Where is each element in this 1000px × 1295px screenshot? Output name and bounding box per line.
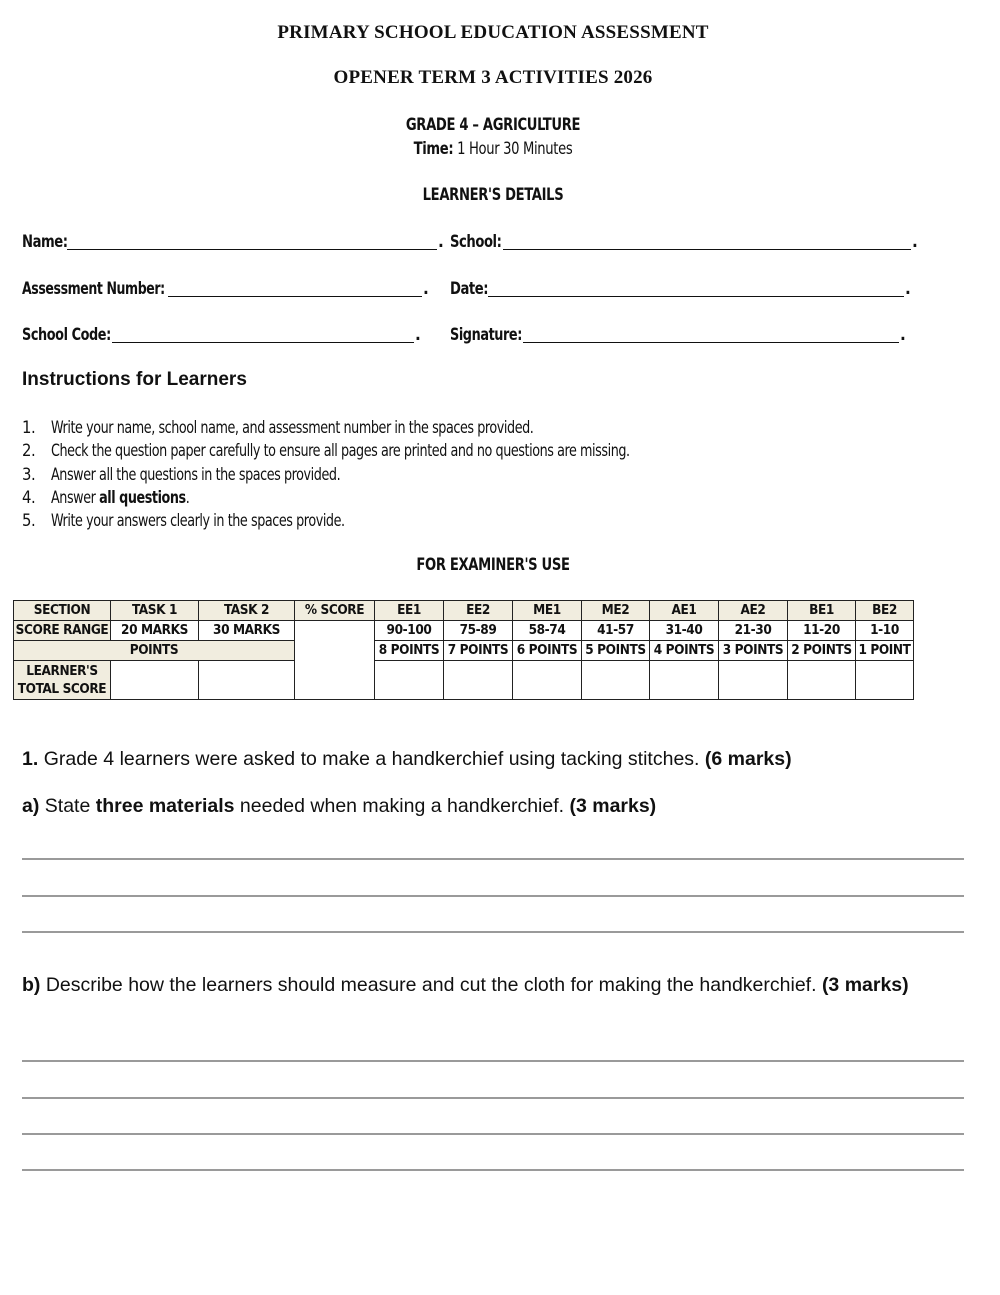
range-be1: 11-20 (788, 621, 856, 641)
points-ae2: 3 POINTS (719, 641, 788, 661)
school-code-label: School Code: (22, 325, 111, 345)
points-label: POINTS (14, 641, 295, 661)
school-code-end-mark: . (415, 325, 421, 345)
header-me1: ME1 (513, 601, 582, 621)
total-task1-cell[interactable] (111, 661, 199, 700)
instructions-heading: Instructions for Learners (22, 369, 247, 390)
total-ae1-cell[interactable] (650, 661, 719, 700)
school-field[interactable] (503, 249, 911, 250)
points-ee1: 8 POINTS (375, 641, 444, 661)
range-ee1: 90-100 (375, 621, 444, 641)
date-label: Date: (450, 279, 489, 299)
answer-line[interactable] (22, 1097, 964, 1099)
assessment-number-end-mark: . (423, 279, 429, 299)
school-end-mark: . (912, 232, 918, 252)
answer-line[interactable] (22, 895, 964, 897)
examiner-use-heading: FOR EXAMINER'S USE (416, 555, 570, 575)
range-be2: 1-10 (856, 621, 914, 641)
name-end-mark: . (438, 232, 444, 252)
instruction-item: 3. Answer all the questions in the spaces provided. (22, 464, 341, 484)
header-be1: BE1 (788, 601, 856, 621)
total-ae2-cell[interactable] (719, 661, 788, 700)
header-be2: BE2 (856, 601, 914, 621)
signature-field[interactable] (523, 342, 899, 343)
total-task2-cell[interactable] (199, 661, 295, 700)
points-be2: 1 POINT (856, 641, 914, 661)
total-ee2-cell[interactable] (444, 661, 513, 700)
date-field[interactable] (488, 296, 904, 297)
school-code-field[interactable] (112, 342, 414, 343)
total-score-row (14, 661, 914, 700)
points-ee2: 7 POINTS (444, 641, 513, 661)
time-allowed (69, 139, 917, 159)
answer-line[interactable] (22, 858, 964, 860)
total-be2-cell[interactable] (856, 661, 914, 700)
name-label: Name: (22, 232, 68, 252)
points-row (14, 641, 914, 661)
school-label: School: (450, 232, 502, 252)
name-field[interactable] (67, 249, 437, 250)
score-range-label: SCORE RANGE (14, 621, 111, 641)
signature-end-mark: . (900, 325, 906, 345)
question-1b: b) Describe how the learners should measure and cut the cloth for making the handkerchief. (3 marks) (22, 974, 909, 996)
signature-label: Signature: (450, 325, 522, 345)
total-be1-cell[interactable] (788, 661, 856, 700)
total-score-label: LEARNER'S TOTAL SCORE (14, 661, 111, 700)
range-me2: 41-57 (582, 621, 650, 641)
total-me1-cell[interactable] (513, 661, 582, 700)
header-task1: TASK 1 (111, 601, 199, 621)
header-section: SECTION (14, 601, 111, 621)
term-title: OPENER TERM 3 ACTIVITIES 2026 (333, 67, 653, 88)
range-ae1: 31-40 (650, 621, 719, 641)
answer-line[interactable] (22, 1060, 964, 1062)
points-ae1: 4 POINTS (650, 641, 719, 661)
total-ee1-cell[interactable] (375, 661, 444, 700)
table-header-row (14, 601, 914, 621)
header-ae2: AE2 (719, 601, 788, 621)
instruction-item: 5. Write your answers clearly in the spaces provide. (22, 511, 345, 531)
points-me1: 6 POINTS (513, 641, 582, 661)
question-1a: a) State three materials needed when making a handkerchief. (3 marks) (22, 795, 657, 817)
date-end-mark: . (905, 279, 911, 299)
learner-details-heading: LEARNER'S DETAILS (422, 185, 564, 205)
header-ae1: AE1 (650, 601, 719, 621)
question-1: 1. Grade 4 learners were asked to make a handkerchief using tacking stitches. (6 marks) (22, 748, 792, 770)
score-range-row (14, 621, 914, 641)
total-me2-cell[interactable] (582, 661, 650, 700)
answer-line[interactable] (22, 931, 964, 933)
examiner-score-table (13, 600, 914, 700)
answer-line[interactable] (22, 1169, 964, 1171)
task1-marks: 20 MARKS (111, 621, 199, 641)
assessment-number-label: Assessment Number: (22, 279, 165, 299)
instruction-item: 1. Write your name, school name, and assessment number in the spaces provided. (22, 418, 534, 437)
header-ee1: EE1 (375, 601, 444, 621)
points-be1: 2 POINTS (788, 641, 856, 661)
assessment-title: PRIMARY SCHOOL EDUCATION ASSESSMENT (277, 22, 709, 43)
task2-marks: 30 MARKS (199, 621, 295, 641)
time-label: Time: (413, 139, 454, 159)
range-ae2: 21-30 (719, 621, 788, 641)
header-task2: TASK 2 (199, 601, 295, 621)
percent-score-cell[interactable] (295, 621, 375, 700)
range-ee2: 75-89 (444, 621, 513, 641)
points-me2: 5 POINTS (582, 641, 650, 661)
instruction-item: 4. Answer all questions. (22, 487, 190, 507)
time-value: 1 Hour 30 Minutes (457, 139, 573, 159)
header-percent-score: % SCORE (295, 601, 375, 621)
instruction-item: 2. Check the question paper carefully to ensure all pages are printed and no questions are missing. (22, 441, 630, 461)
instructions-list (22, 416, 724, 532)
answer-line[interactable] (22, 1133, 964, 1135)
assessment-number-field[interactable] (168, 296, 422, 297)
subject-heading: GRADE 4 – AGRICULTURE (405, 115, 581, 135)
range-me1: 58-74 (513, 621, 582, 641)
header-me2: ME2 (582, 601, 650, 621)
header-ee2: EE2 (444, 601, 513, 621)
